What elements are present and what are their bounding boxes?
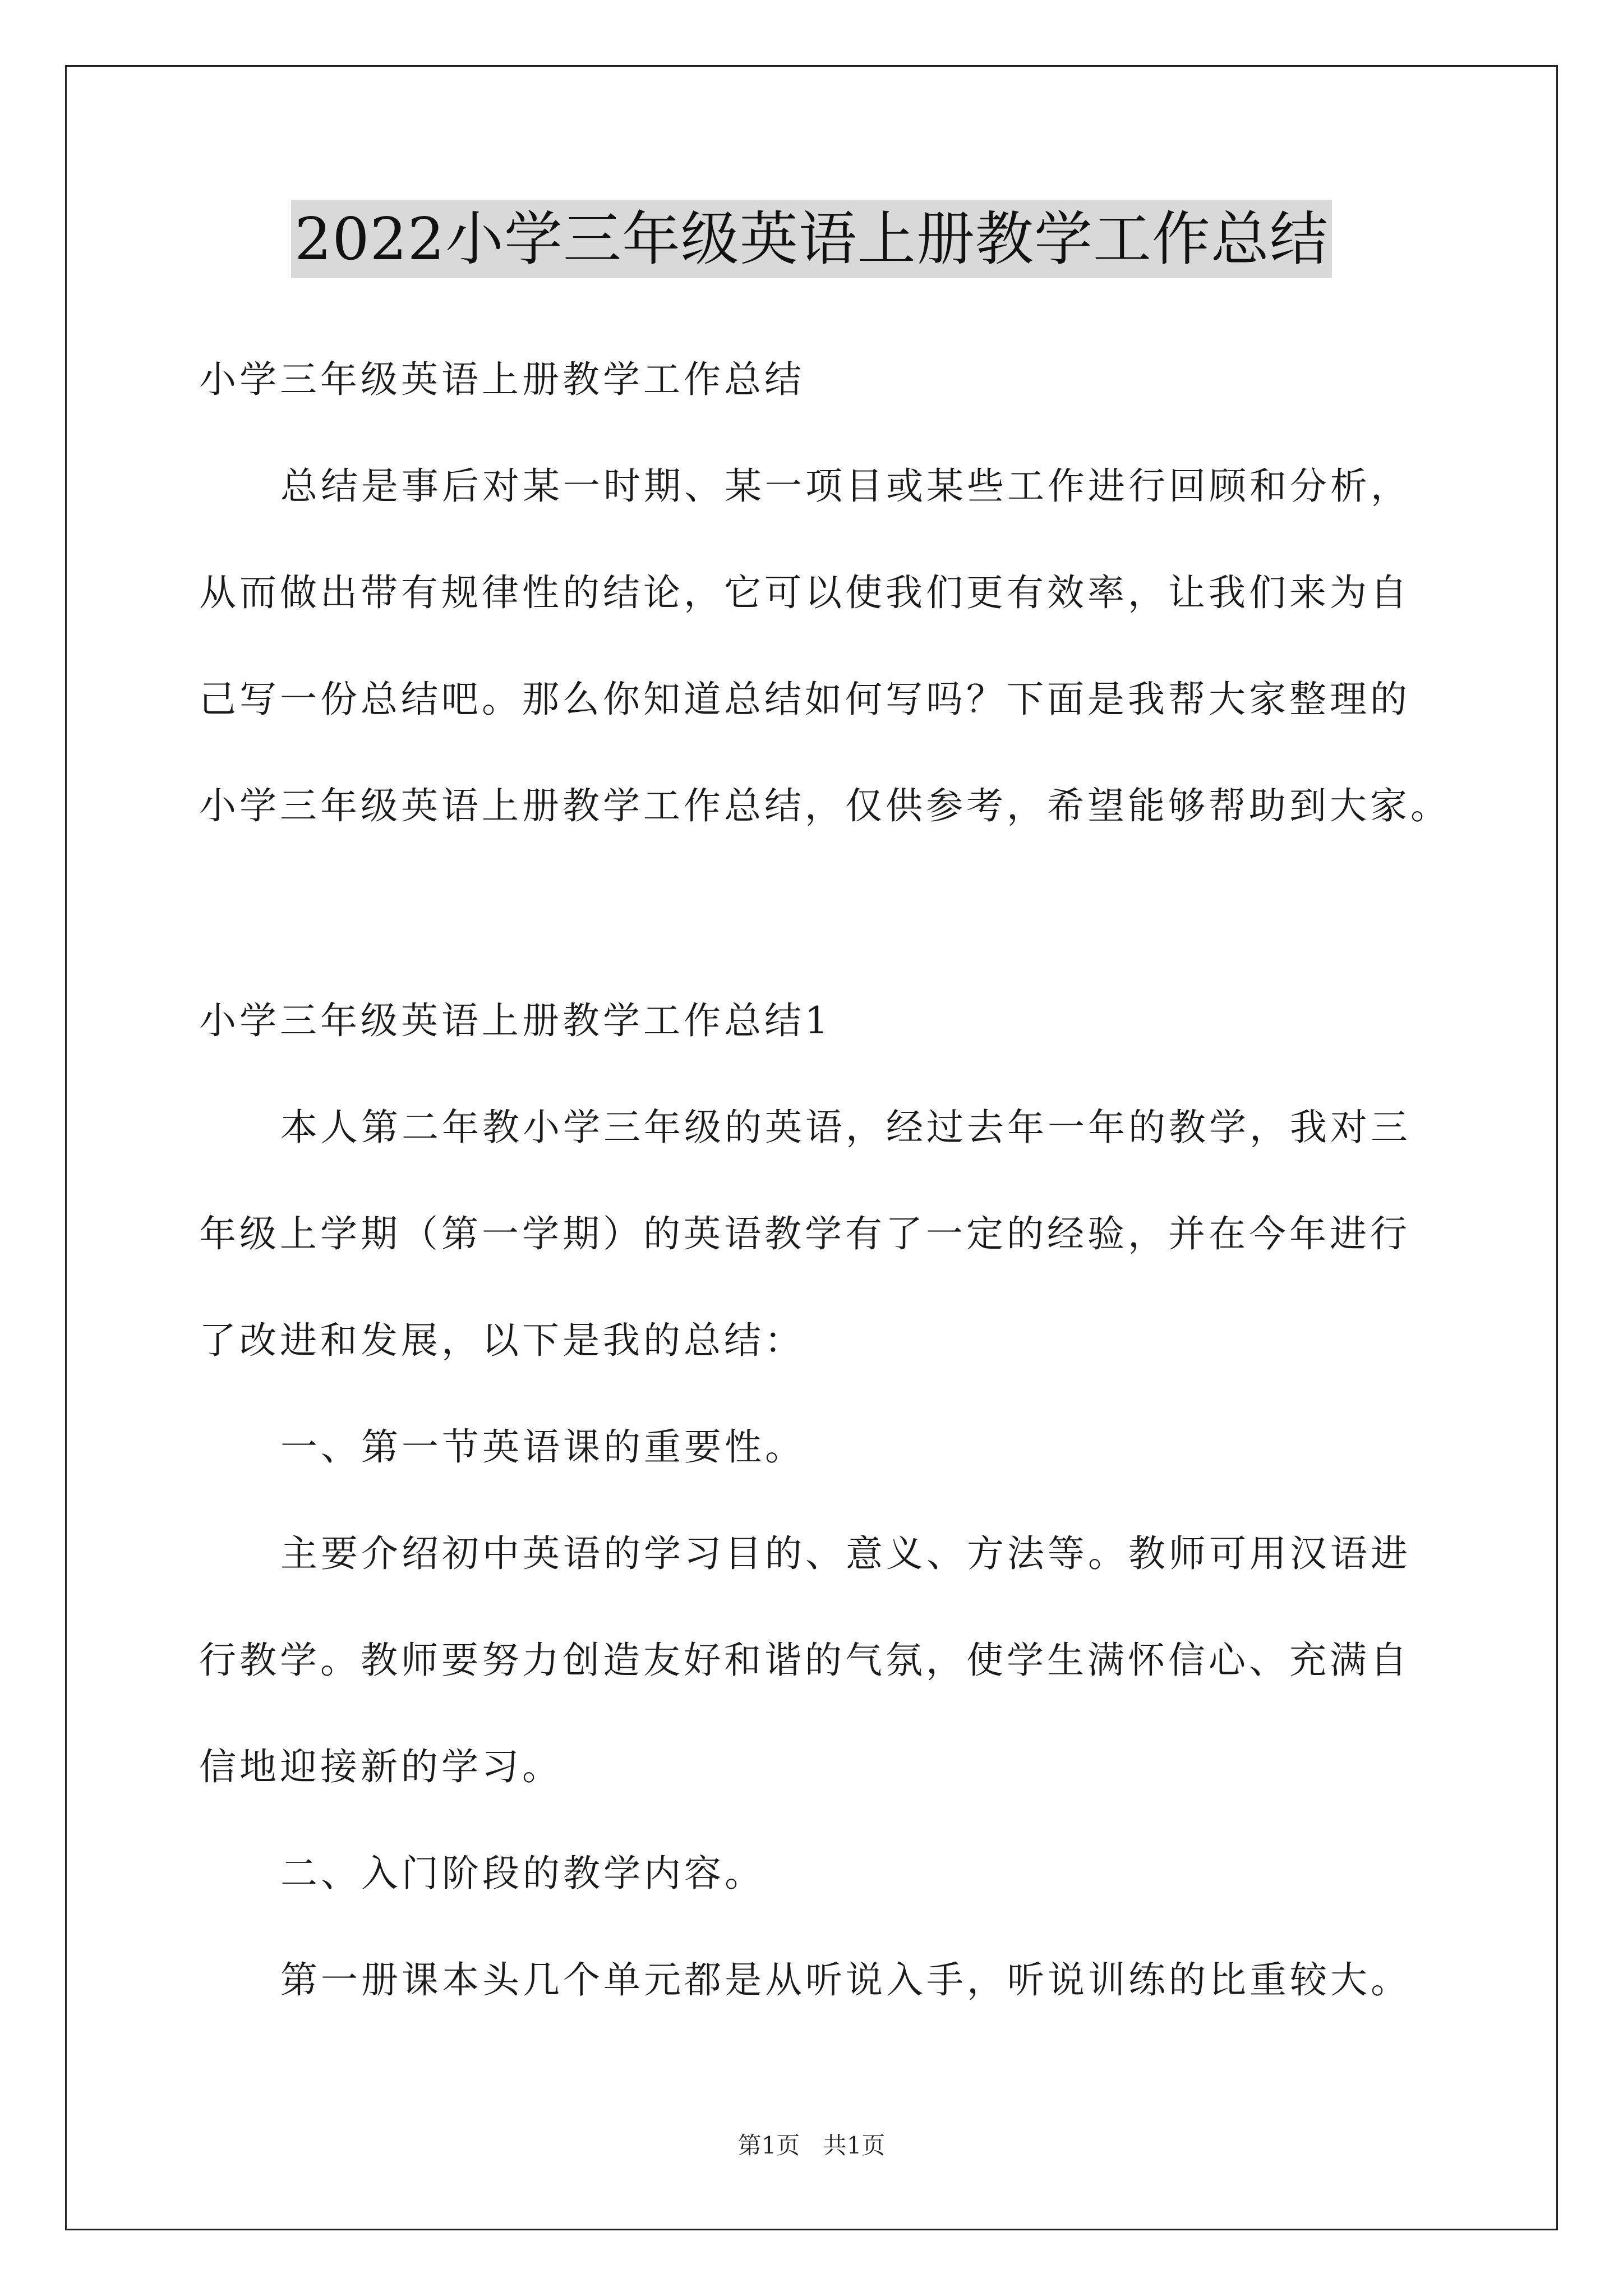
list-heading: 二、入门阶段的教学内容。: [280, 1852, 765, 1895]
page-total: 共1页: [823, 2132, 886, 2159]
document-title: 2022小学三年级英语上册教学工作总结: [291, 200, 1332, 278]
paragraph-line: 小学三年级英语上册教学工作总结，仅供参考，希望能够帮助到大家。: [199, 784, 1451, 827]
paragraph-line: 行教学。教师要努力创造友好和谐的气氛，使学生满怀信心、充满自: [199, 1639, 1410, 1682]
paragraph-line: 己写一份总结吧。那么你知道总结如何写吗？下面是我帮大家整理的: [199, 678, 1410, 721]
page-number: 第1页: [737, 2132, 800, 2159]
list-heading: 一、第一节英语课的重要性。: [280, 1425, 805, 1469]
paragraph-line: 第一册课本头几个单元都是从听说入手，听说训练的比重较大。: [280, 1958, 1411, 2001]
paragraph-line: 年级上学期（第一学期）的英语教学有了一定的经验，并在今年进行: [199, 1212, 1410, 1255]
title-container: [0, 200, 1623, 278]
section-heading: 小学三年级英语上册教学工作总结1: [199, 999, 832, 1042]
subtitle-line: 小学三年级英语上册教学工作总结: [199, 358, 805, 401]
paragraph-line: 总结是事后对某一时期、某一项目或某些工作进行回顾和分析，: [280, 464, 1411, 508]
paragraph-line: 了改进和发展，以下是我的总结：: [199, 1319, 805, 1362]
paragraph-line: 主要介绍初中英语的学习目的、意义、方法等。教师可用汉语进: [280, 1532, 1411, 1575]
paragraph-line: 信地迎接新的学习。: [199, 1745, 562, 1788]
paragraph-line: 本人第二年教小学三年级的英语，经过去年一年的教学，我对三: [280, 1106, 1411, 1149]
page-footer: [0, 2129, 1623, 2162]
paragraph-line: 从而做出带有规律性的结论，它可以使我们更有效率，让我们来为自: [199, 571, 1410, 614]
